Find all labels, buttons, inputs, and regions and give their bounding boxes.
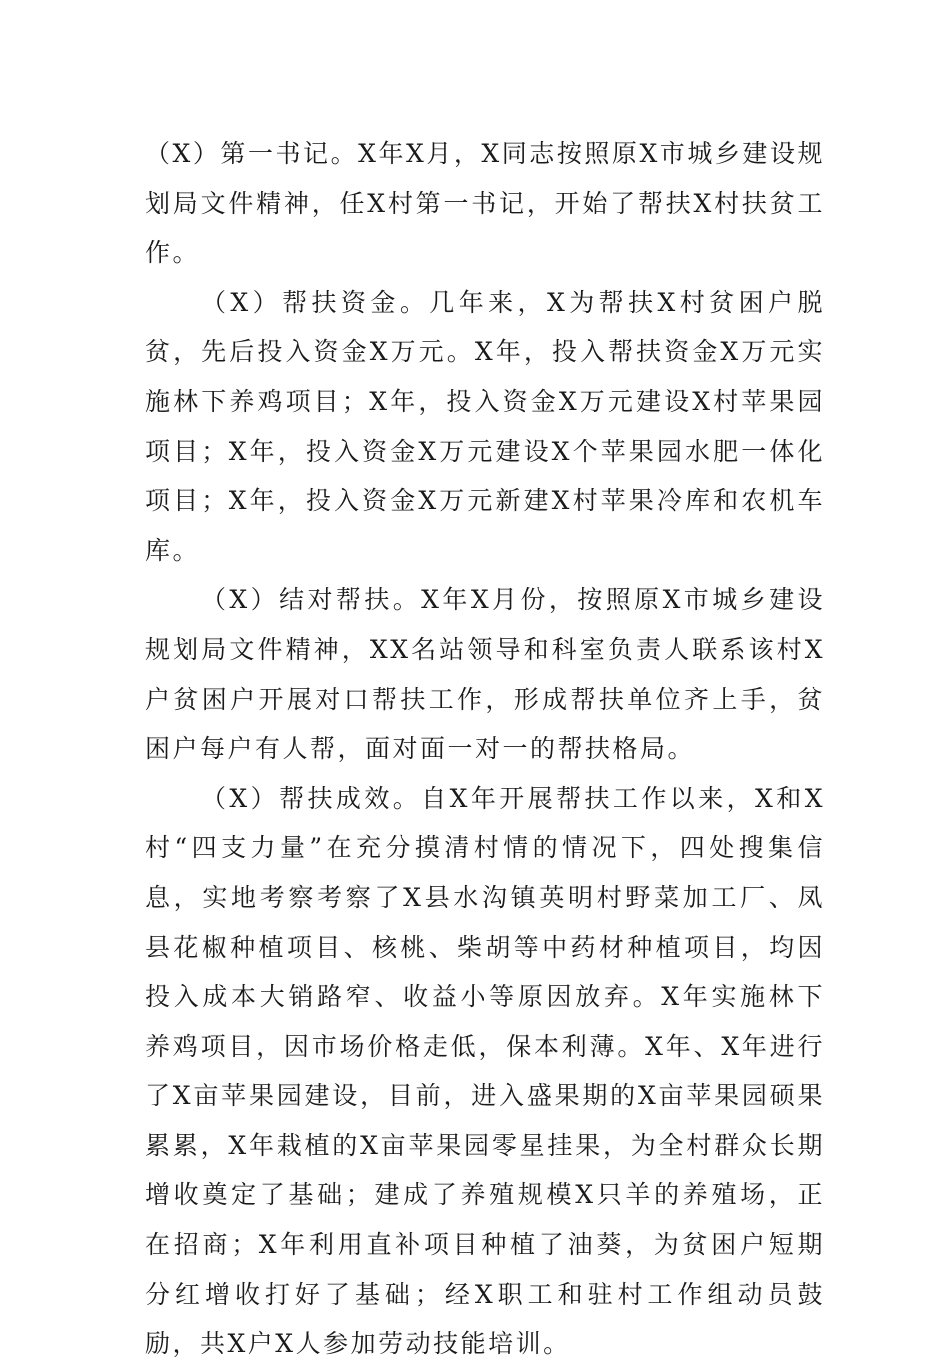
paragraph-first-secretary: （X）第一书记。X年X月，X同志按照原X市城乡建设规划局文件精神，任X村第一书记，开始了帮扶X村扶贫工作。: [145, 139, 825, 268]
paragraph-assistance-funds: （X）帮扶资金。几年来，X为帮扶X村贫困户脱贫，先后投入资金X万元。X年，投入帮扶资金X万元实施林下养鸡项目；X年，投入资金X万元建设X村苹果园项目；X年，投入资金X万元建设X个苹果园水肥一体化项目；X年，投入资金X万元新建X村苹果冷库和农机车库。: [145, 287, 825, 565]
paragraph-assistance-results: （X）帮扶成效。自X年开展帮扶工作以来，X和X村“四支力量”在充分摸清村情的情况下，四处搜集信息，实地考察考察了X县水沟镇英明村野菜加工厂、凤县花椒种植项目、核桃、柴胡等中药材种植项目，均因投入成本大销路窄、收益小等原因放弃。X年实施林下养鸡项目，因市场价格走低，保本利薄。X年、X年进行了X亩苹果园建设，目前，进入盛果期的X亩苹果园硕果累累，X年栽植的X亩苹果园零星挂果，为全村群众长期增收奠定了基础；建成了养殖规模X只羊的养殖场，正在招商；X年利用直补项目种植了油葵，为贫困户短期分红增收打好了基础；经X职工和驻村工作组动员鼓励，共X户X人参加劳动技能培训。: [145, 783, 825, 1359]
document-body: [145, 129, 825, 1369]
paragraph-paired-assistance: （X）结对帮扶。X年X月份，按照原X市城乡建设规划局文件精神，XX名站领导和科室负责人联系该村X户贫困户开展对口帮扶工作，形成帮扶单位齐上手，贫困户每户有人帮，面对面一对一的帮扶格局。: [145, 585, 825, 764]
